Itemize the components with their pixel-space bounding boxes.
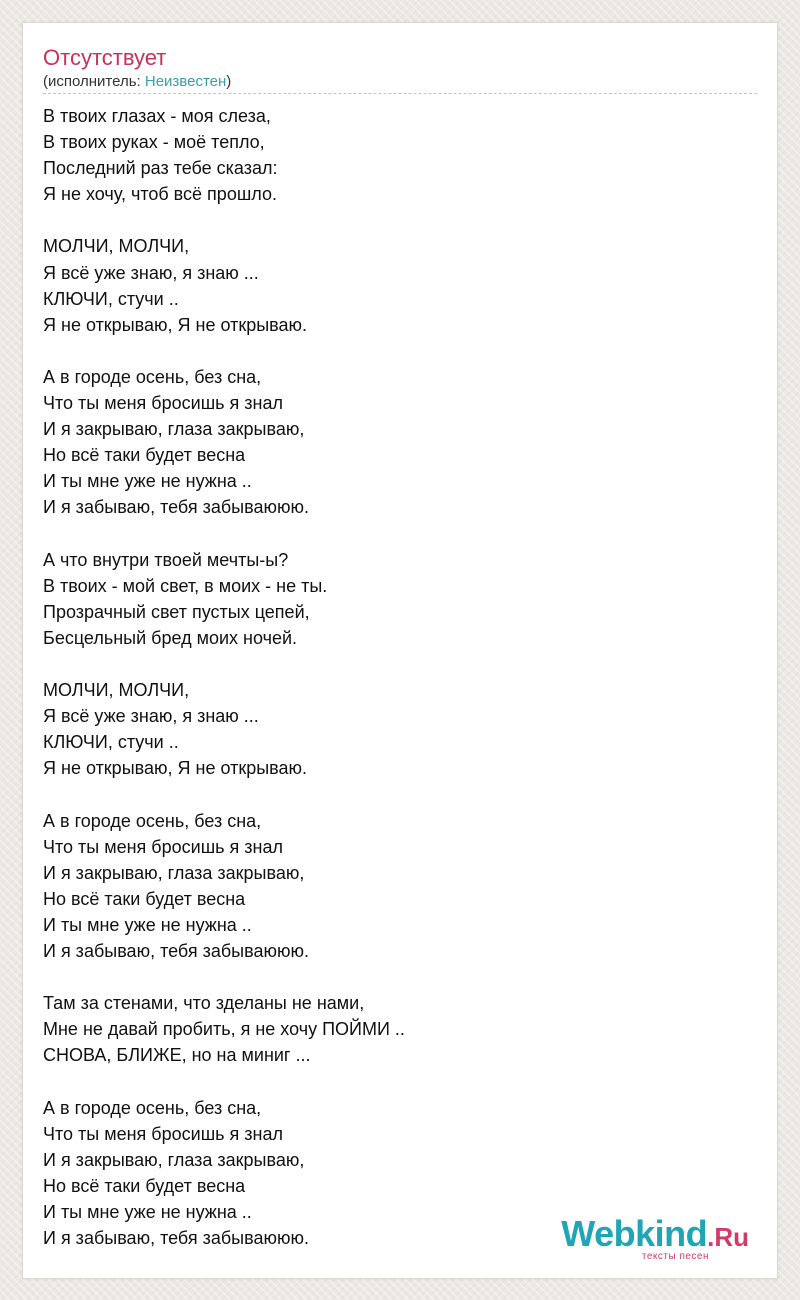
lyric-line: И я закрываю, глаза закрываю, <box>43 1149 305 1170</box>
dashed-divider <box>43 93 757 94</box>
lyric-line: Но всё таки будет весна <box>43 445 246 466</box>
artist-line <box>43 73 231 91</box>
lyric-line: Но всё таки будет весна <box>43 888 246 909</box>
lyrics-stanza <box>43 677 743 781</box>
artist-suffix: ) <box>226 73 232 90</box>
lyric-line: В твоих руках - моё тепло, <box>43 132 265 153</box>
artist-prefix: (исполнитель: <box>43 73 145 90</box>
lyric-line: Мне не давай пробить, я не хочу ПОЙМИ .. <box>43 1019 405 1040</box>
lyric-line: А что внутри твоей мечты-ы? <box>43 549 289 570</box>
lyric-line: И ты мне уже не нужна .. <box>43 1201 252 1222</box>
lyric-line: Там за стенами, что зделаны не нами, <box>43 993 365 1014</box>
lyric-line: КЛЮЧИ, стучи .. <box>43 732 179 753</box>
song-title: Отсутствует <box>43 45 167 70</box>
lyric-line: И ты мне уже не нужна .. <box>43 471 252 492</box>
lyric-line: А в городе осень, без сна, <box>43 810 262 831</box>
lyric-line: Что ты меня бросишь я знал <box>43 836 283 857</box>
lyrics-stanza <box>43 103 743 207</box>
lyric-line: И я забываю, тебя забываююю. <box>43 497 309 518</box>
lyric-line: Я всё уже знаю, я знаю ... <box>43 706 259 727</box>
lyric-line: Что ты меня бросишь я знал <box>43 1123 283 1144</box>
lyric-line: И я закрываю, глаза закрываю, <box>43 862 305 883</box>
lyric-line: В твоих глазах - моя слеза, <box>43 106 271 126</box>
logo-tagline: тексты песен <box>641 1251 709 1262</box>
lyric-line: МОЛЧИ, МОЛЧИ, <box>43 680 190 701</box>
lyrics-stanza <box>43 990 743 1068</box>
logo-name: Webkind <box>561 1213 708 1254</box>
lyric-line: Я всё уже знаю, я знаю ... <box>43 262 259 283</box>
lyric-line: А в городе осень, без сна, <box>43 366 262 387</box>
lyric-line: И я забываю, тебя забываююю. <box>43 1228 309 1249</box>
artist-link[interactable]: Неизвестен <box>144 73 227 90</box>
lyric-line: Бесцельный бред моих ночей. <box>43 627 298 648</box>
lyric-line: СНОВА, БЛИЖЕ, но на миниг ... <box>43 1045 311 1066</box>
lyric-line: Я не открываю, Я не открываю. <box>43 758 308 779</box>
lyric-line: Но всё таки будет весна <box>43 1175 246 1196</box>
lyrics-stanza <box>43 547 743 651</box>
lyric-line: И ты мне уже не нужна .. <box>43 914 252 935</box>
lyric-line: И я забываю, тебя забываююю. <box>43 941 309 961</box>
lyric-line: В твоих - мой свет, в моих - не ты. <box>43 575 328 596</box>
lyric-line: И я закрываю, глаза закрываю, <box>43 419 305 440</box>
logo-tld: .Ru <box>707 1222 749 1252</box>
lyric-line: Я не открываю, Я не открываю. <box>43 314 308 335</box>
lyrics-stanza <box>43 233 743 337</box>
webkind-logo[interactable] <box>561 1213 749 1262</box>
lyric-line: Прозрачный свет пустых цепей, <box>43 601 310 622</box>
lyric-line: А в городе осень, без сна, <box>43 1097 262 1118</box>
lyric-line: Последний раз тебе сказал: <box>43 158 278 179</box>
lyric-line: КЛЮЧИ, стучи .. <box>43 288 179 309</box>
lyrics-stanza <box>43 808 743 965</box>
lyrics-card <box>22 22 778 1279</box>
lyric-line: МОЛЧИ, МОЛЧИ, <box>43 236 190 257</box>
lyric-line: Я не хочу, чтоб всё прошло. <box>43 184 277 205</box>
lyrics-stanza <box>43 364 743 521</box>
lyric-line: Что ты меня бросишь я знал <box>43 393 283 414</box>
lyrics-text <box>43 103 743 1251</box>
